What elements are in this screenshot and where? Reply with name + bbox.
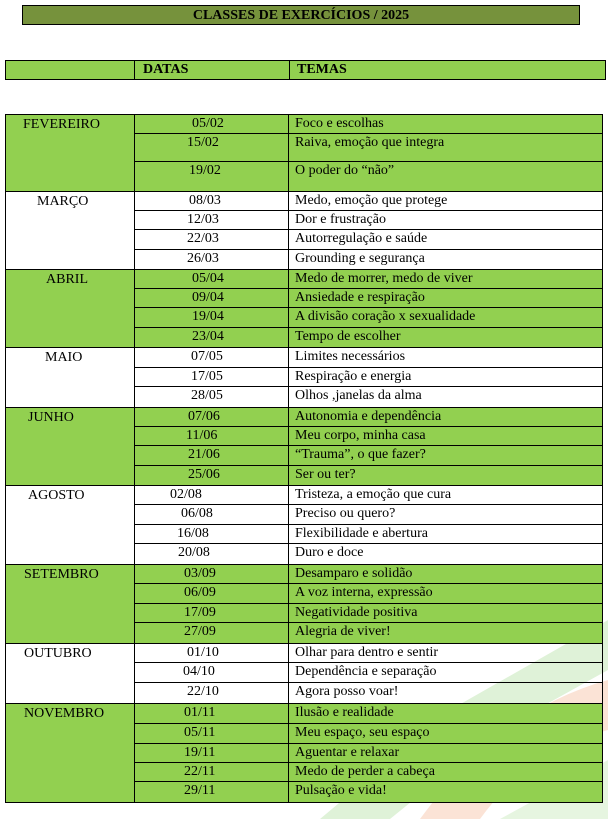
table-row	[135, 328, 602, 347]
table-row	[135, 387, 602, 407]
date-cell: 05/11	[135, 724, 289, 743]
date-cell: 07/05	[135, 348, 289, 367]
theme-cell: Dependência e separação	[295, 664, 437, 679]
date-cell: 11/06	[135, 427, 289, 445]
date-cell: 05/02	[135, 115, 289, 133]
theme-cell: Autorregulação e saúde	[295, 231, 428, 246]
table-row	[135, 115, 602, 134]
month-name: MARÇO	[6, 192, 135, 269]
table-row	[135, 544, 602, 564]
theme-cell: A divisão coração x sexualidade	[295, 309, 476, 324]
table-row	[135, 782, 602, 802]
month-name: MAIO	[6, 348, 135, 407]
date-cell: 27/09	[135, 623, 289, 643]
month-name: NOVEMBRO	[6, 704, 135, 802]
date-cell: 12/03	[135, 211, 289, 229]
document-title: CLASSES DE EXERCÍCIOS / 2025	[22, 5, 580, 25]
month-group	[6, 565, 602, 644]
theme-cell: Respiração e energia	[295, 369, 412, 384]
month-name: ABRIL	[6, 270, 135, 347]
theme-cell: Tempo de escolher	[295, 329, 401, 344]
theme-cell: Negatividade positiva	[295, 605, 418, 620]
date-cell: 19/04	[135, 308, 289, 327]
theme-cell: Foco e escolhas	[295, 116, 384, 131]
theme-cell: Meu espaço, seu espaço	[295, 725, 430, 740]
theme-cell: Preciso ou quero?	[295, 506, 396, 521]
theme-cell: Medo, emoção que protege	[295, 193, 448, 208]
month-group	[6, 408, 602, 486]
theme-cell: Duro e doce	[295, 545, 364, 560]
date-cell: 23/04	[135, 328, 289, 347]
theme-cell: Ansiedade e respiração	[295, 290, 425, 305]
table-row	[135, 763, 602, 782]
month-name: JUNHO	[6, 408, 135, 485]
date-cell: 07/06	[135, 408, 289, 426]
month-group	[6, 270, 602, 348]
theme-cell: Dor e frustração	[295, 212, 386, 227]
theme-cell: Autonomia e dependência	[295, 409, 442, 424]
date-cell: 17/05	[135, 368, 289, 386]
date-cell: 01/11	[135, 704, 289, 723]
theme-cell: Desamparo e solidão	[295, 566, 413, 581]
theme-cell: Limites necessários	[295, 349, 406, 364]
theme-cell: Ser ou ter?	[295, 467, 356, 482]
theme-cell: Medo de morrer, medo de viver	[295, 271, 473, 286]
table-row	[135, 192, 602, 211]
theme-cell: “Trauma”, o que fazer?	[295, 447, 426, 462]
table-row	[135, 525, 602, 544]
table-row	[135, 162, 602, 191]
table-row	[135, 724, 602, 744]
date-cell: 09/04	[135, 289, 289, 307]
date-cell: 22/03	[135, 230, 289, 249]
date-cell: 06/08	[135, 505, 289, 524]
theme-cell: Olhos ,janelas da alma	[295, 388, 422, 403]
date-cell: 21/06	[135, 446, 289, 465]
date-cell: 22/10	[135, 683, 289, 703]
table-row	[135, 704, 602, 724]
table-row	[135, 446, 602, 466]
table-row	[135, 505, 602, 525]
table-row	[135, 644, 602, 663]
theme-cell: Medo de perder a cabeça	[295, 764, 435, 779]
theme-cell: Alegria de viver!	[295, 624, 391, 639]
date-cell: 01/10	[135, 644, 289, 662]
date-cell: 26/03	[135, 250, 289, 269]
table-row	[135, 211, 602, 230]
schedule-table	[5, 114, 603, 803]
theme-cell: Flexibilidade e abertura	[295, 526, 428, 541]
date-cell: 19/02	[135, 162, 289, 191]
month-name: OUTUBRO	[6, 644, 135, 703]
theme-cell: O poder do “não”	[295, 163, 395, 178]
month-name: SETEMBRO	[6, 565, 135, 643]
theme-cell: Aguentar e relaxar	[295, 745, 400, 760]
table-row	[135, 230, 602, 250]
header-month-cell	[6, 61, 135, 79]
date-cell: 04/10	[135, 663, 289, 682]
date-cell: 20/08	[135, 544, 289, 564]
date-cell: 28/05	[135, 387, 289, 407]
table-row	[135, 308, 602, 328]
header-dates: DATAS	[135, 61, 290, 79]
table-row	[135, 565, 602, 584]
month-name: FEVEREIRO	[6, 115, 135, 191]
header-themes: TEMAS	[297, 62, 347, 77]
table-row	[135, 486, 602, 505]
theme-cell: Pulsação e vida!	[295, 783, 387, 798]
theme-cell: Raiva, emoção que integra	[295, 135, 445, 150]
date-cell: 19/11	[135, 744, 289, 762]
theme-cell: Agora posso voar!	[295, 684, 399, 699]
table-row	[135, 604, 602, 623]
date-cell: 22/11	[135, 763, 289, 781]
table-header	[5, 60, 606, 80]
date-cell: 06/09	[135, 584, 289, 603]
date-cell: 16/08	[135, 525, 289, 543]
date-cell: 15/02	[135, 134, 289, 161]
month-name: AGOSTO	[6, 486, 135, 564]
theme-cell: Meu corpo, minha casa	[295, 428, 426, 443]
date-cell: 03/09	[135, 565, 289, 583]
date-cell: 17/09	[135, 604, 289, 622]
month-group	[6, 486, 602, 565]
table-row	[135, 368, 602, 387]
table-row	[135, 289, 602, 308]
table-row	[135, 744, 602, 763]
date-cell: 05/04	[135, 270, 289, 288]
month-group	[6, 348, 602, 408]
theme-cell: Ilusão e realidade	[295, 705, 394, 720]
month-group	[6, 192, 602, 270]
table-row	[135, 250, 602, 269]
date-cell: 08/03	[135, 192, 289, 210]
table-row	[135, 663, 602, 683]
date-cell: 25/06	[135, 466, 289, 485]
theme-cell: Olhar para dentro e sentir	[295, 645, 439, 660]
date-cell: 02/08	[135, 486, 289, 504]
table-row	[135, 427, 602, 446]
table-row	[135, 270, 602, 289]
theme-cell: Grounding e segurança	[295, 251, 425, 266]
table-row	[135, 408, 602, 427]
table-row	[135, 466, 602, 485]
month-group	[6, 704, 602, 802]
theme-cell: Tristeza, a emoção que cura	[295, 487, 452, 502]
table-row	[135, 683, 602, 703]
table-row	[135, 348, 602, 368]
theme-cell: A voz interna, expressão	[295, 585, 433, 600]
date-cell: 29/11	[135, 782, 289, 802]
table-row	[135, 584, 602, 604]
table-row	[135, 134, 602, 162]
month-group	[6, 115, 602, 192]
table-row	[135, 623, 602, 643]
month-group	[6, 644, 602, 704]
